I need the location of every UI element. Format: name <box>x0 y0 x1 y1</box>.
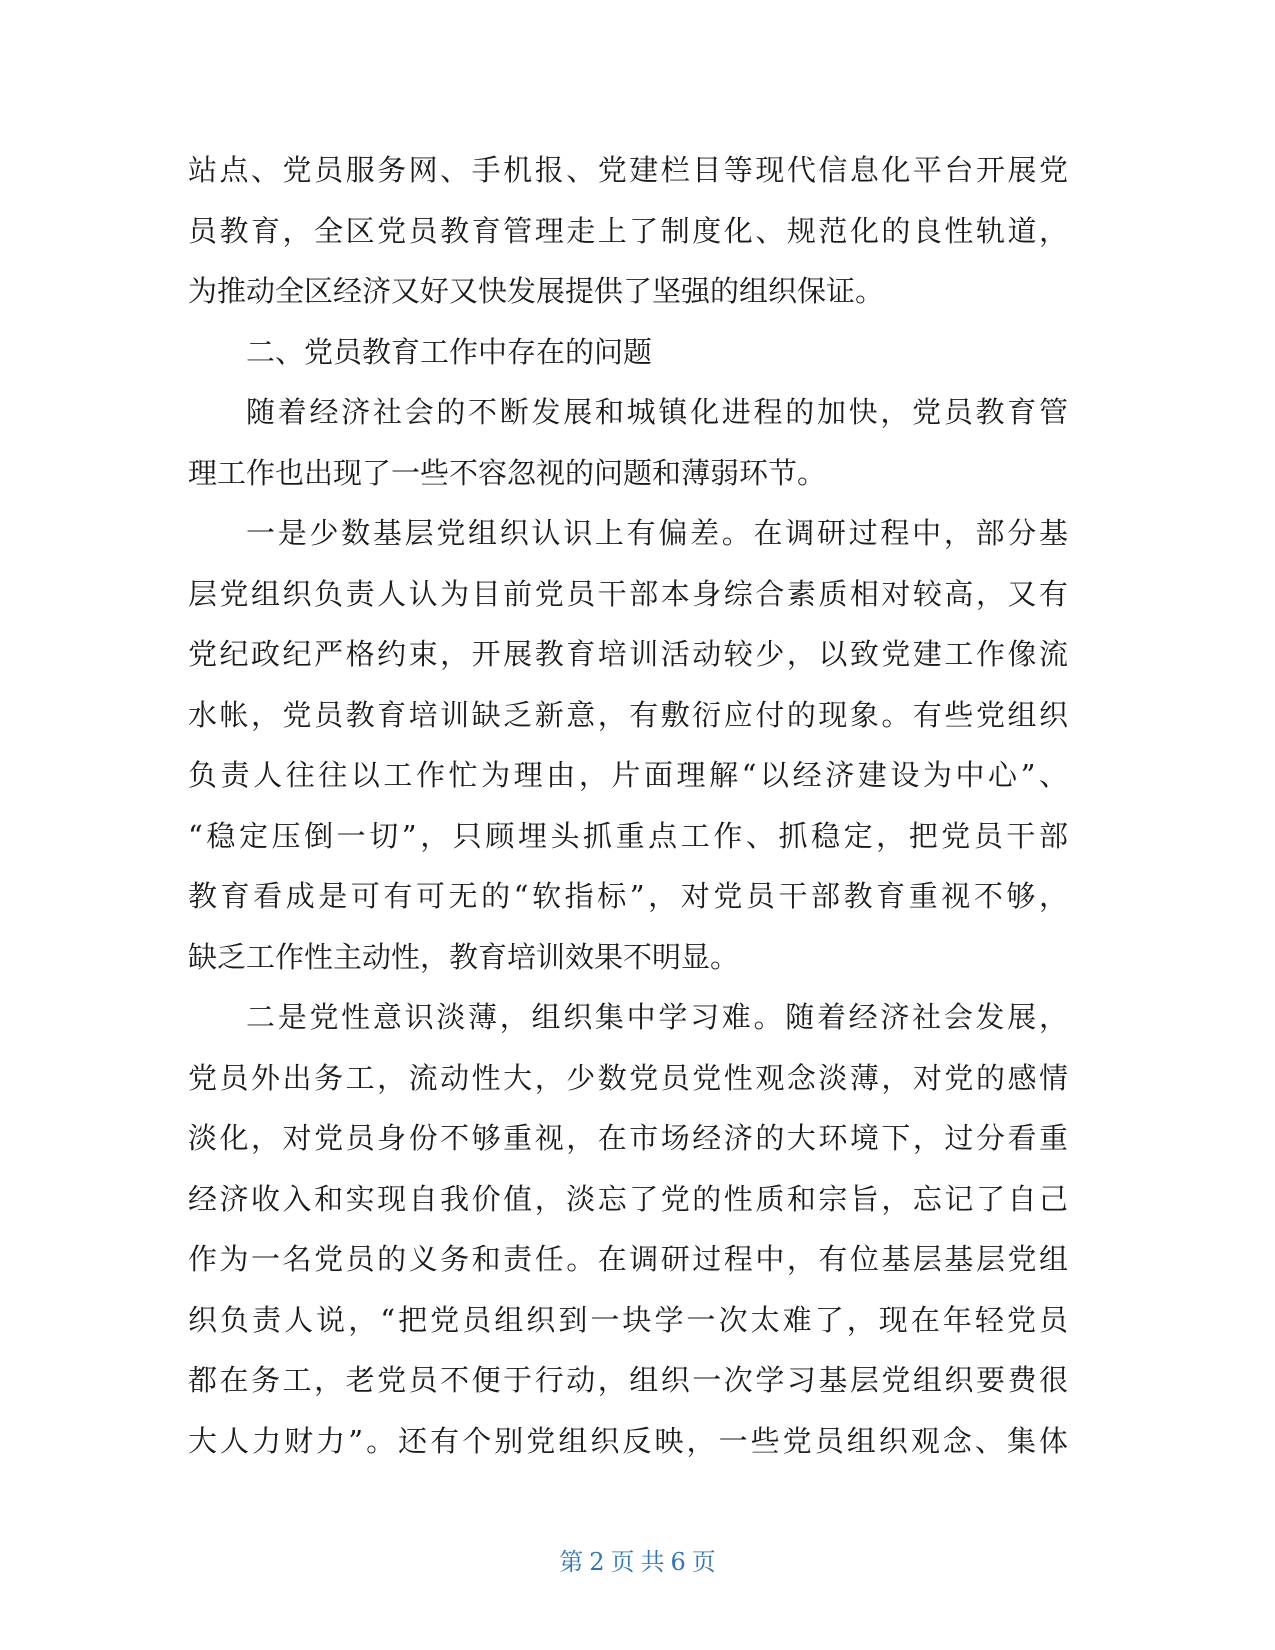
footer-current-page: 2 <box>589 1548 605 1576</box>
text-line: “稳定压倒一切”，只顾埋头抓重点工作、抓稳定，把党员干部 <box>188 818 1068 853</box>
page-footer <box>0 1542 1275 1577</box>
text-line: 淡化，对党员身份不够重视，在市场经济的大环境下，过分看重 <box>188 1121 1068 1155</box>
text-line: 水帐，党员教育培训缺乏新意，有敷衍应付的现象。有些党组织 <box>188 697 1068 732</box>
paragraph-problem-one <box>188 503 1068 987</box>
text-line: 缺乏工作性主动性，教育培训效果不明显。 <box>188 939 740 974</box>
text-line: 随着经济社会的不断发展和城镇化进程的加快，党员教育管 <box>246 395 1068 429</box>
text-line: 党纪政纪严格约束，开展教育培训活动较少，以致党建工作像流 <box>188 637 1068 671</box>
footer-prefix: 第 <box>559 1548 584 1576</box>
text-line: 站点、党员服务网、手机报、党建栏目等现代信息化平台开展党 <box>188 153 1068 187</box>
text-line: 织负责人说，“把党员组织到一块学一次太难了，现在年轻党员 <box>188 1302 1068 1337</box>
paragraph-problems-overview <box>188 382 1068 503</box>
text-line: 都在务工，老党员不便于行动，组织一次学习基层党组织要费很 <box>188 1363 1068 1397</box>
paragraph-problem-two <box>188 987 1068 1471</box>
section-heading-problems <box>188 322 1068 383</box>
text-line: 作为一名党员的义务和责任。在调研过程中，有位基层基层党组 <box>188 1242 1068 1276</box>
footer-total-word: 共 <box>640 1548 665 1576</box>
footer-suffix: 页 <box>691 1548 716 1576</box>
text-line: 经济收入和实现自我价值，淡忘了党的性质和宗旨，忘记了自己 <box>188 1181 1068 1216</box>
footer-total-pages: 6 <box>670 1548 686 1576</box>
text-line: 为推动全区经济又好又快发展提供了坚强的组织保证。 <box>188 274 885 308</box>
text-line: 理工作也出现了一些不容忽视的问题和薄弱环节。 <box>188 455 827 490</box>
text-line: 二、党员教育工作中存在的问题 <box>246 334 653 369</box>
paragraph-intro-continuation <box>188 140 1068 322</box>
text-line: 二是党性意识淡薄，组织集中学习难。随着经济社会发展， <box>246 1000 1068 1034</box>
text-line: 负责人往往以工作忙为理由，片面理解“以经济建设为中心”、 <box>188 758 1068 792</box>
text-line: 一是少数基层党组织认识上有偏差。在调研过程中，部分基 <box>246 516 1068 550</box>
text-line: 党员外出务工，流动性大，少数党员党性观念淡薄，对党的感情 <box>188 1060 1068 1095</box>
footer-page-word: 页 <box>610 1548 635 1576</box>
text-line: 教育看成是可有可无的“软指标”，对党员干部教育重视不够， <box>188 879 1068 913</box>
text-line: 大人力财力”。还有个别党组织反映，一些党员组织观念、集体 <box>188 1423 1068 1458</box>
document-body <box>188 140 1068 1471</box>
text-line: 层党组织负责人认为目前党员干部本身综合素质相对较高，又有 <box>188 576 1068 611</box>
text-line: 员教育，全区党员教育管理走上了制度化、规范化的良性轨道， <box>188 213 1068 248</box>
